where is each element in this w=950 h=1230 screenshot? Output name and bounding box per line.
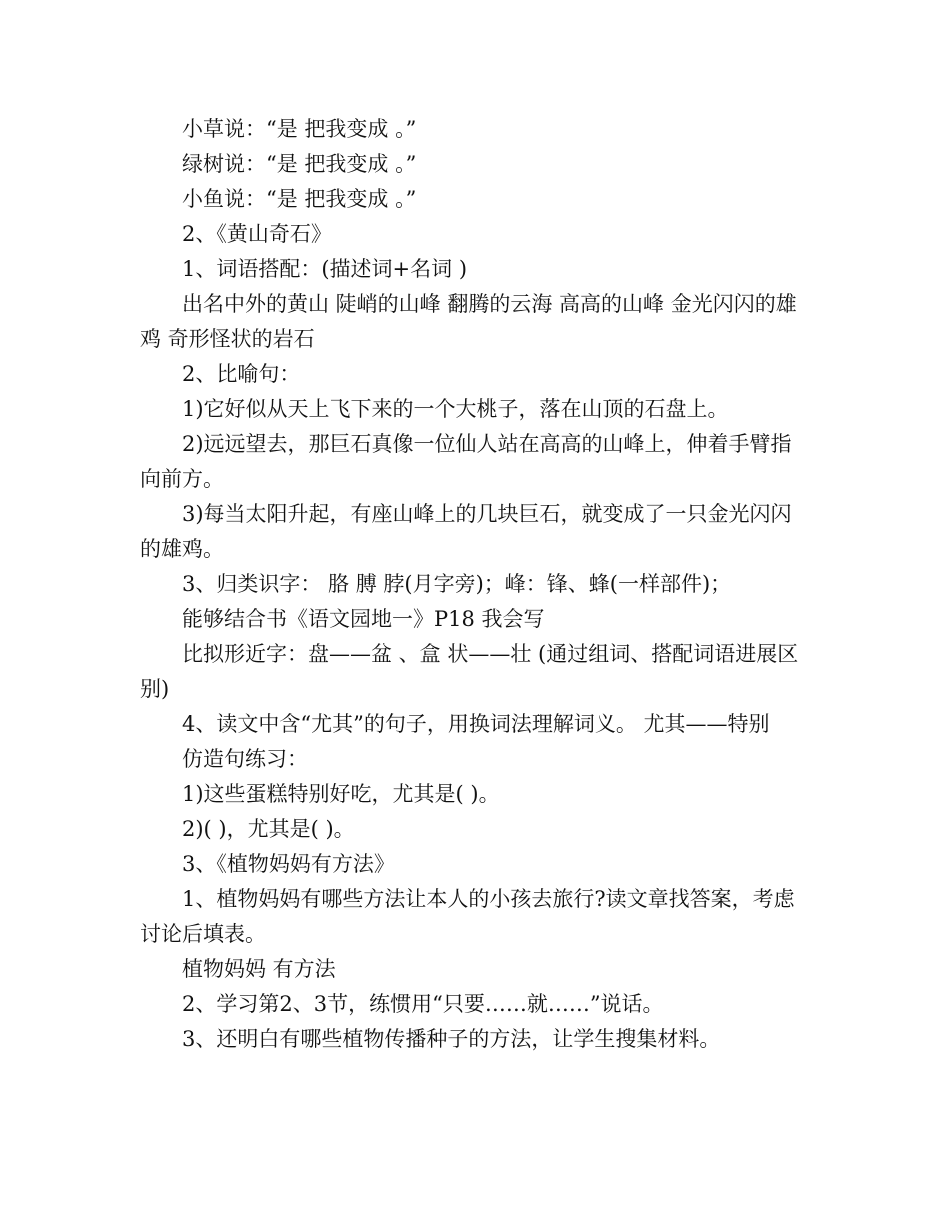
text-line: 2、学习第2、3节，练惯用“只要……就……”说话。: [182, 992, 664, 1016]
section-heading: 3、《植物妈妈有方法》: [182, 852, 395, 876]
text-paragraph: 出名中外的黄山 陡峭的山峰 翻腾的云海 高高的山峰 金光闪闪的雄鸡 奇形怪状的岩石: [140, 292, 797, 351]
text-paragraph: 3)每当太阳升起，有座山峰上的几块巨石，就变成了一只金光闪闪的雄鸡。: [140, 502, 792, 561]
text-line: 1)这些蛋糕特别好吃，尤其是( )。: [182, 782, 500, 806]
text-line: 2)( )，尤其是( )。: [182, 817, 355, 841]
text-line: 仿造句练习：: [182, 747, 308, 771]
text-paragraph: 4、读文中含“尤其”的句子，用换词法理解词义。 尤其——特别: [182, 712, 770, 736]
text-paragraph: 1、植物妈妈有哪些方法让本人的小孩去旅行?读文章找答案，考虑讨论后填表。: [140, 887, 795, 946]
text-line: 小草说：“是 把我变成 。”: [182, 117, 417, 141]
text-line: 1、词语搭配：(描述词+名词 ): [182, 257, 468, 281]
text-line: 能够结合书《语文园地一》P18 我会写: [182, 607, 545, 631]
text-line: 1)它好似从天上飞下来的一个大桃子，落在山顶的石盘上。: [182, 397, 729, 421]
section-heading: 2、《黄山奇石》: [182, 222, 332, 246]
text-line: 3、还明白有哪些植物传播种子的方法，让学生搜集材料。: [182, 1027, 721, 1051]
text-paragraph: 比拟形近字：盘——盆 、盒 状——壮 (通过组词、搭配词语进展区别): [140, 642, 799, 701]
text-line: 3、归类识字： 胳 膊 脖(月字旁)；峰：锋、蜂(一样部件)；: [182, 572, 732, 596]
text-line: 小鱼说：“是 把我变成 。”: [182, 187, 417, 211]
text-line: 植物妈妈 有方法: [182, 957, 336, 981]
document-body: [140, 112, 812, 1057]
text-line: 绿树说：“是 把我变成 。”: [182, 152, 417, 176]
text-paragraph: 2)远远望去，那巨石真像一位仙人站在高高的山峰上，伸着手臂指向前方。: [140, 432, 792, 491]
text-line: 2、比喻句：: [182, 362, 301, 386]
